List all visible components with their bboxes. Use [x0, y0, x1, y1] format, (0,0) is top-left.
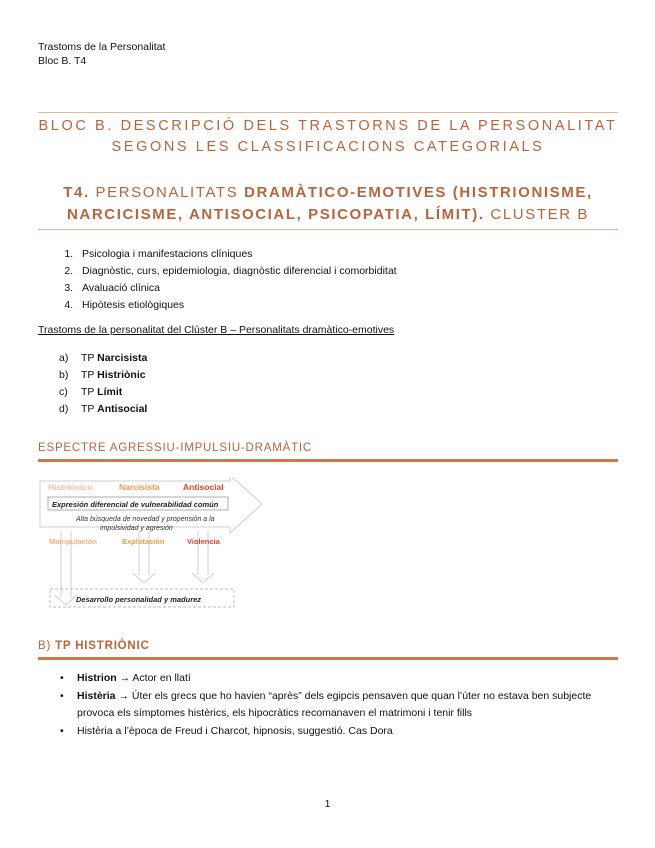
label-histrionico: Histriónico: [48, 482, 93, 492]
title-rule-bottom: [38, 229, 618, 230]
topic-cluster: CLUSTER B: [484, 206, 590, 223]
contents-item: 4. Hipòtesis etiològiques: [76, 297, 397, 314]
section-rule: [38, 459, 618, 462]
page-number: 1: [324, 798, 331, 810]
header-subtitle: Bloc B. T4: [38, 55, 87, 67]
bullet-item: • Histrion → Actor en llatí: [60, 672, 191, 684]
topic-bold-2: NARCICISME, ANTISOCIAL, PSICOPATIA, LÍMIT).: [66, 206, 485, 223]
subtitle-line-1: Alta búsqueda de novedad y propensión a la: [76, 516, 215, 523]
section-heading-histrionic: B) TP HISTRIÒNIC: [38, 640, 150, 652]
header-title: Trastoms de la Personalitat: [38, 41, 166, 53]
bloc-title: [38, 116, 618, 158]
title-rule-top: [38, 112, 618, 113]
bloc-title-line2: SEGONS LES CLASSIFICACIONS CATEGORIALS: [111, 139, 545, 155]
subtitle-line-2: impulsividad y agresión: [100, 525, 173, 532]
topic-bold-1: DRAMÀTICO-EMOTIVES (HISTRIONISME,: [244, 184, 593, 201]
topic-number: T4.: [63, 184, 90, 201]
contents-item: 2. Diagnòstic, curs, epidemiologia, diagnòstic diferencial i comorbiditat: [76, 263, 397, 280]
topic-title: [38, 182, 618, 226]
label-explotacion: Explotación: [122, 537, 165, 546]
label-narcisista: Narcisista: [119, 482, 160, 492]
bullet-item: • Histèria → Úter els grecs que ho havien “après” dels egipcis pensaven que quan l’úter no estava ben subjecte provoca els símptomes histèrics, els hipocràtics recomanaven el matrimoni i tenir fills: [60, 689, 592, 719]
bottom-text: Desarrollo personalidad y madurez: [76, 595, 202, 604]
disorder-item: a) TP Narcisista: [59, 352, 148, 364]
disorder-item: c) TP Límit: [59, 386, 123, 398]
label-violencia: Violencia: [187, 537, 220, 546]
spectrum-diagram: [38, 477, 268, 612]
label-antisocial: Antisocial: [183, 482, 224, 492]
disorder-list: [38, 350, 147, 418]
disorder-item: d) TP Antisocial: [59, 403, 148, 415]
contents-item: 1. Psicologia i manifestacions clíniques: [76, 246, 397, 263]
section-rule: [38, 657, 618, 660]
bullet-item: • Histèria a l’època de Freud i Charcot, hipnosis, suggestió. Cas Dora: [60, 724, 393, 737]
label-manipulacion: Manipulación: [49, 537, 97, 546]
disorder-item: b) TP Histriònic: [59, 369, 146, 381]
section-heading-spectrum: ESPECTRE AGRESSIU-IMPULSIU-DRAMÀTIC: [38, 442, 313, 454]
banner-text: Expresión diferencial de vulnerabilidad común: [52, 500, 219, 509]
contents-item: 3. Avaluació clínica: [76, 280, 397, 297]
topic-plain: PERSONALITATS: [89, 184, 245, 201]
cluster-heading: Trastoms de la personalitat del Clúster B – Personalitats dramàtico-emotives: [38, 324, 395, 336]
bloc-title-line1: BLOC B. DESCRIPCIÓ DELS TRASTORNS DE LA PERSONALITAT: [38, 118, 618, 134]
contents-list: [38, 246, 397, 314]
running-header: [38, 40, 165, 68]
histrionic-bullets: [38, 670, 623, 740]
